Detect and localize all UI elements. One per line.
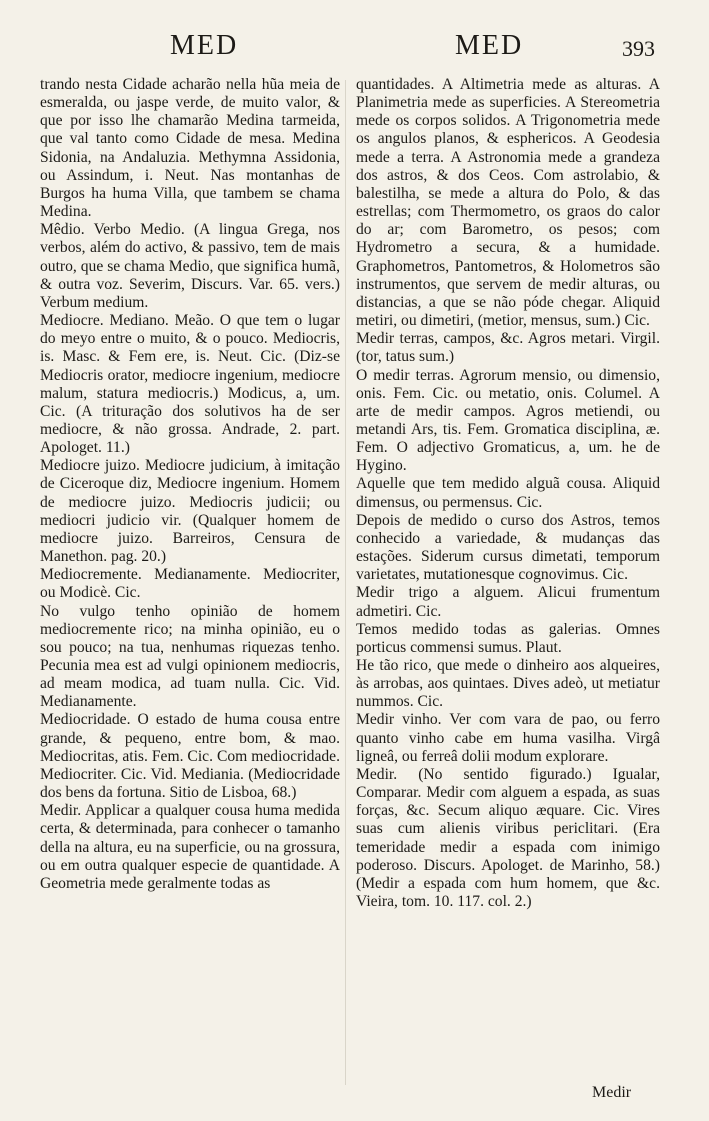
right-headword: MED [455,30,524,61]
entry-medir-figurado: Medir. (No sentido figurado.) Igualar, Comparar. Medir com alguem a espada, as suas forças, &c. Secum aliquo æquare. Cic. Vires suas cum alienis viribus periclitari. (Era temeridade medir a espada com inimigo poderoso. Discurs. Apologet. de Marinho, 58.) (Medir a espada com hum homem, que &c. Vieira, tom. 10. 117. col. 2.) [356,765,660,911]
entry-quantidades: quantidades. A Altimetria mede as alturas. A Planimetria mede as superficies. A Stereometria mede os corpos solidos. A Trigonometria mede os angulos planos, & esphericos. A Geodesia mede a terra. A Astronomia mede a grandeza dos astros, & dos Ceos. Com astrolabio, & balestilha, se mede a altura do Polo, & das estrellas; com Thermometro, os graos do calor do ar; com Barometro, os pesos; com Hydrometro a secura, & a humidade. Graphometros, Pantometros, & Holometros são instrumentos, que servem de medir alturas, ou distancias, a que se não póde chegar. Aliquid metiri, ou dimetiri, (metior, mensus, sum.) Cic. [356,76,660,330]
column-divider [345,80,346,1085]
left-headword: MED [170,30,239,61]
entry-medir: Medir. Applicar a qualquer cousa huma medida certa, & determinada, para conhecer o tamanho della na altura, eu na superficie, ou na grossura, ou em outra qualquer especie de quantidade. A Geometria mede geralmente todas as [40,802,340,892]
right-column [356,76,660,911]
catchword: Medir [592,1084,632,1101]
page-number: 393 [622,36,655,61]
entry-medir-terras: Medir terras, campos, &c. Agros metari. Virgil. (tor, tatus sum.) [356,330,660,366]
entry-mediocre: Mediocre. Mediano. Meão. O que tem o lugar do meyo entre o muito, & o pouco. Mediocris, is. Masc. & Fem ere, is. Neut. Cic. (Diz-se Mediocris orator, mediocre ingenium, mediocre malum, statura mediocris.) Modicus, a, um. Cic. (A trituração dos solutivos ha de ser mediocre, & não grossa. Andrade, 2. part. Apologet. 11.) [40,312,340,457]
entry-medina: trando nesta Cidade acharão nella hũa meia de esmeralda, ou jaspe verde, de muito valor, & que por isso lhe chamarão Medina tarmeida, que val tanto como Cidade de mesa. Medina Sidonia, na Andaluzia. Methymna Assidonia, ou Assindum, i. Neut. Nas montanhas de Burgos ha huma Villa, que tambem se chama Medina. [40,76,340,221]
entry-medio: Mêdio. Verbo Medio. (A lingua Grega, nos verbos, além do activo, & passivo, tem de mais outro, que se chama Medio, que significa humã, & outra voz. Severim, Discurs. Var. 65. vers.) Verbum medium. [40,221,340,311]
entry-mediocre-juizo: Mediocre juizo. Mediocre judicium, à imitação de Ciceroque diz, Mediocre ingenium. Homem de mediocre juizo. Mediocris judicii; ou mediocri judicio vir. (Qualquer homem de mediocre juizo. Barreiros, Censura de Manethon. pag. 20.) [40,457,340,566]
entry-medir-vinho: Medir vinho. Ver com vara de pao, ou ferro quanto vinho cabe em huma vasilha. Virgâ ligneâ, ou ferreâ dolii modum explorare. [356,711,660,765]
entry-medir-trigo: Medir trigo a alguem. Alicui frumentum admetiri. Cic. [356,584,660,620]
entry-he-tao-rico: He tão rico, que mede o dinheiro aos alqueires, às arrobas, aos quintaes. Dives adeò, ut metiatur nummos. Cic. [356,657,660,711]
entry-mediocridade: Mediocridade. O estado de huma cousa entre grande, & pequeno, entre bom, & mao. Mediocritas, atis. Fem. Cic. Com mediocridade. Mediocriter. Cic. Vid. Mediania. (Mediocridade dos bens da fortuna. Sitio de Lisboa, 68.) [40,711,340,802]
entry-o-medir-terras: O medir terras. Agrorum mensio, ou dimensio, onis. Fem. Cic. ou metatio, onis. Columel. A arte de medir campos. Agros metiendi, ou metandi Ars, tis. Fem. Gromatica disciplina, æ. Fem. O adjectivo Gromaticus, a, um. he de Hygino. [356,366,660,475]
entry-depois-de-medido: Depois de medido o curso dos Astros, temos conhecido a variedade, & mudanças das estações. Siderum cursus dimetati, temporum varietates, mutationesque cognovimus. Cic. [356,511,660,584]
left-column [40,76,340,893]
entry-temos-medido: Temos medido todas as galerias. Omnes porticus commensi sumus. Plaut. [356,620,660,656]
entry-aquelle-que-tem-medido: Aquelle que tem medido alguã cousa. Aliquid dimensus, ou permensus. Cic. [356,475,660,511]
entry-mediocremente: Mediocremente. Medianamente. Mediocriter, ou Modicè. Cic. [40,566,340,602]
page-header [0,30,709,70]
entry-no-vulgo: No vulgo tenho opinião de homem mediocremente rico; na minha opinião, eu o sou pouco; na tua, nenhumas riquezas tenho. Pecunia mea est ad vulgi opinionem mediocris, ad meam modica, ad tuam nulla. Cic. Vid. Medianamente. [40,602,340,711]
